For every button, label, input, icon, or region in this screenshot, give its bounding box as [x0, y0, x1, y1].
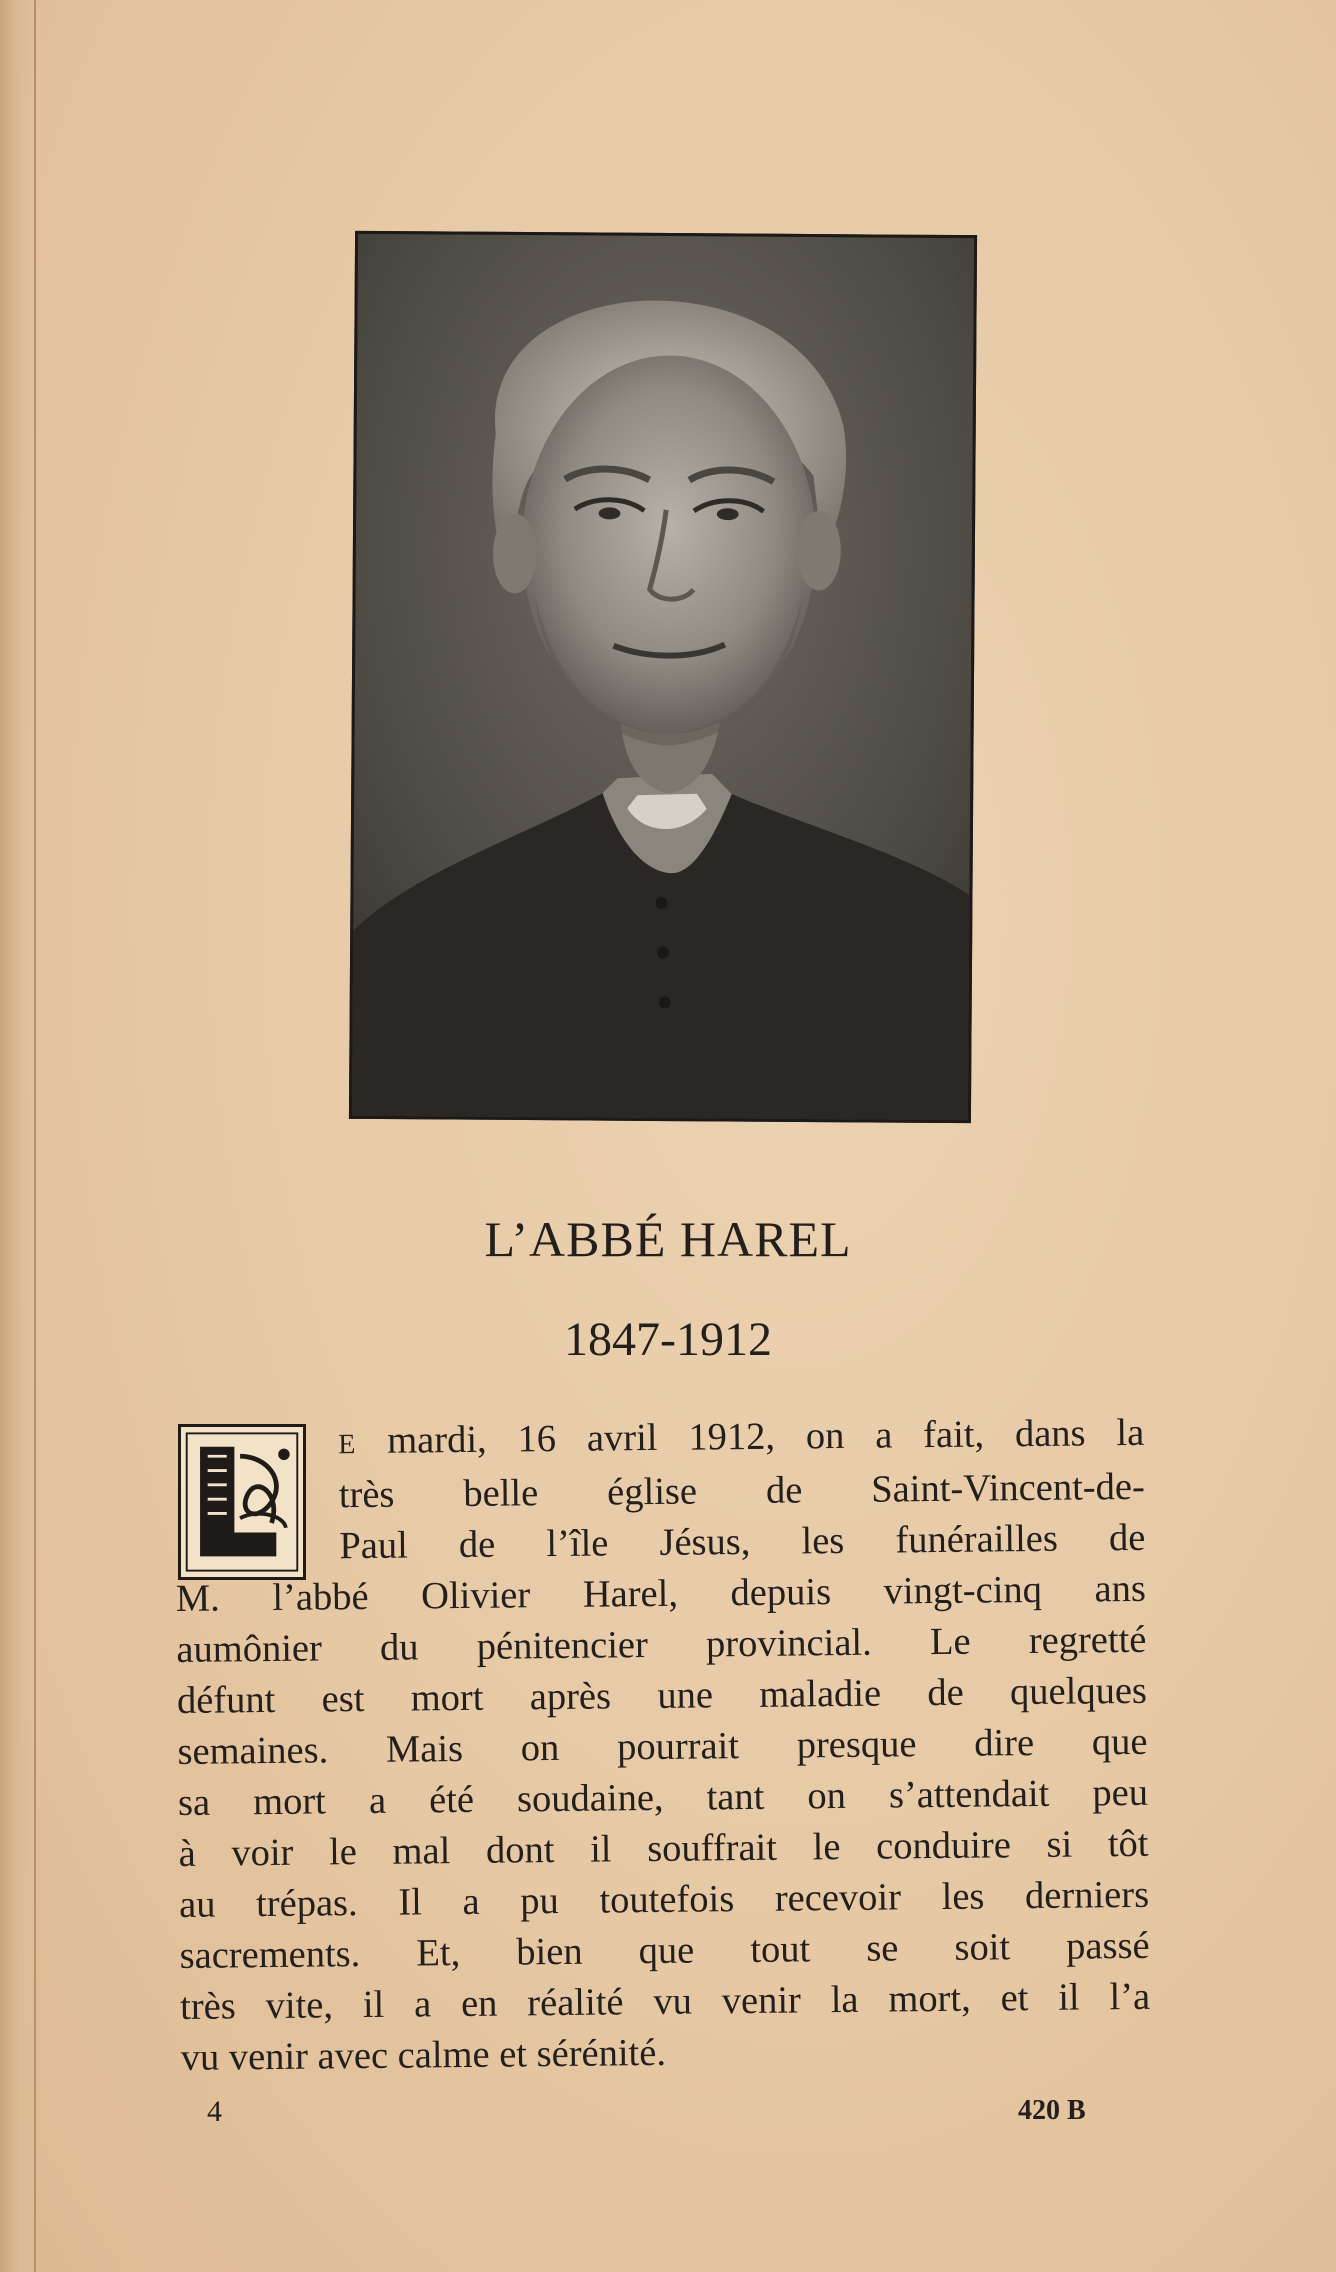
- body-line-10: au trépas. Il a pu toutefois recevoir les derniers: [178, 1873, 1150, 1926]
- page-title: L’ABBÉ HAREL: [484, 1211, 852, 1267]
- body-line-9: à voir le mal dont il souffrait le conduire si tôt: [178, 1822, 1149, 1875]
- article-body: [174, 1408, 1151, 2084]
- signature-mark: 420 B: [1018, 2095, 1086, 2126]
- body-line-7: semaines. Mais on pourrait presque dire que: [177, 1720, 1148, 1773]
- portrait-photograph: [349, 231, 977, 1123]
- body-line-6: défunt est mort après une maladie de quelques: [176, 1669, 1148, 1722]
- body-line-13: vu venir avec calme et sérénité.: [180, 2031, 667, 2079]
- body-line-1: E mardi, 16 avril 1912, on a fait, dans la: [338, 1411, 1145, 1463]
- page-binding-edge: [0, 0, 36, 2272]
- body-line-3: Paul de l’île Jésus, les funérailles de: [339, 1516, 1146, 1568]
- body-line-5: aumônier du pénitencier provincial. Le regretté: [176, 1618, 1147, 1671]
- body-line-12: très vite, il a en réalité vu venir la mort, et il l’a: [179, 1975, 1151, 2028]
- body-line-4: M. l’abbé Olivier Harel, depuis vingt-cinq ans: [175, 1567, 1147, 1620]
- drop-cap-continuation: E: [338, 1429, 357, 1461]
- body-line-8: sa mort a été soudaine, tant on s’attendait peu: [177, 1771, 1149, 1824]
- page-number: 4: [207, 2095, 222, 2128]
- portrait-image: [352, 234, 974, 1120]
- body-line-2: très belle église de Saint-Vincent-de-: [338, 1465, 1145, 1517]
- body-line-11: sacrements. Et, bien que tout se soit passé: [179, 1924, 1150, 1977]
- years-subtitle: 1847-1912: [564, 1313, 772, 1366]
